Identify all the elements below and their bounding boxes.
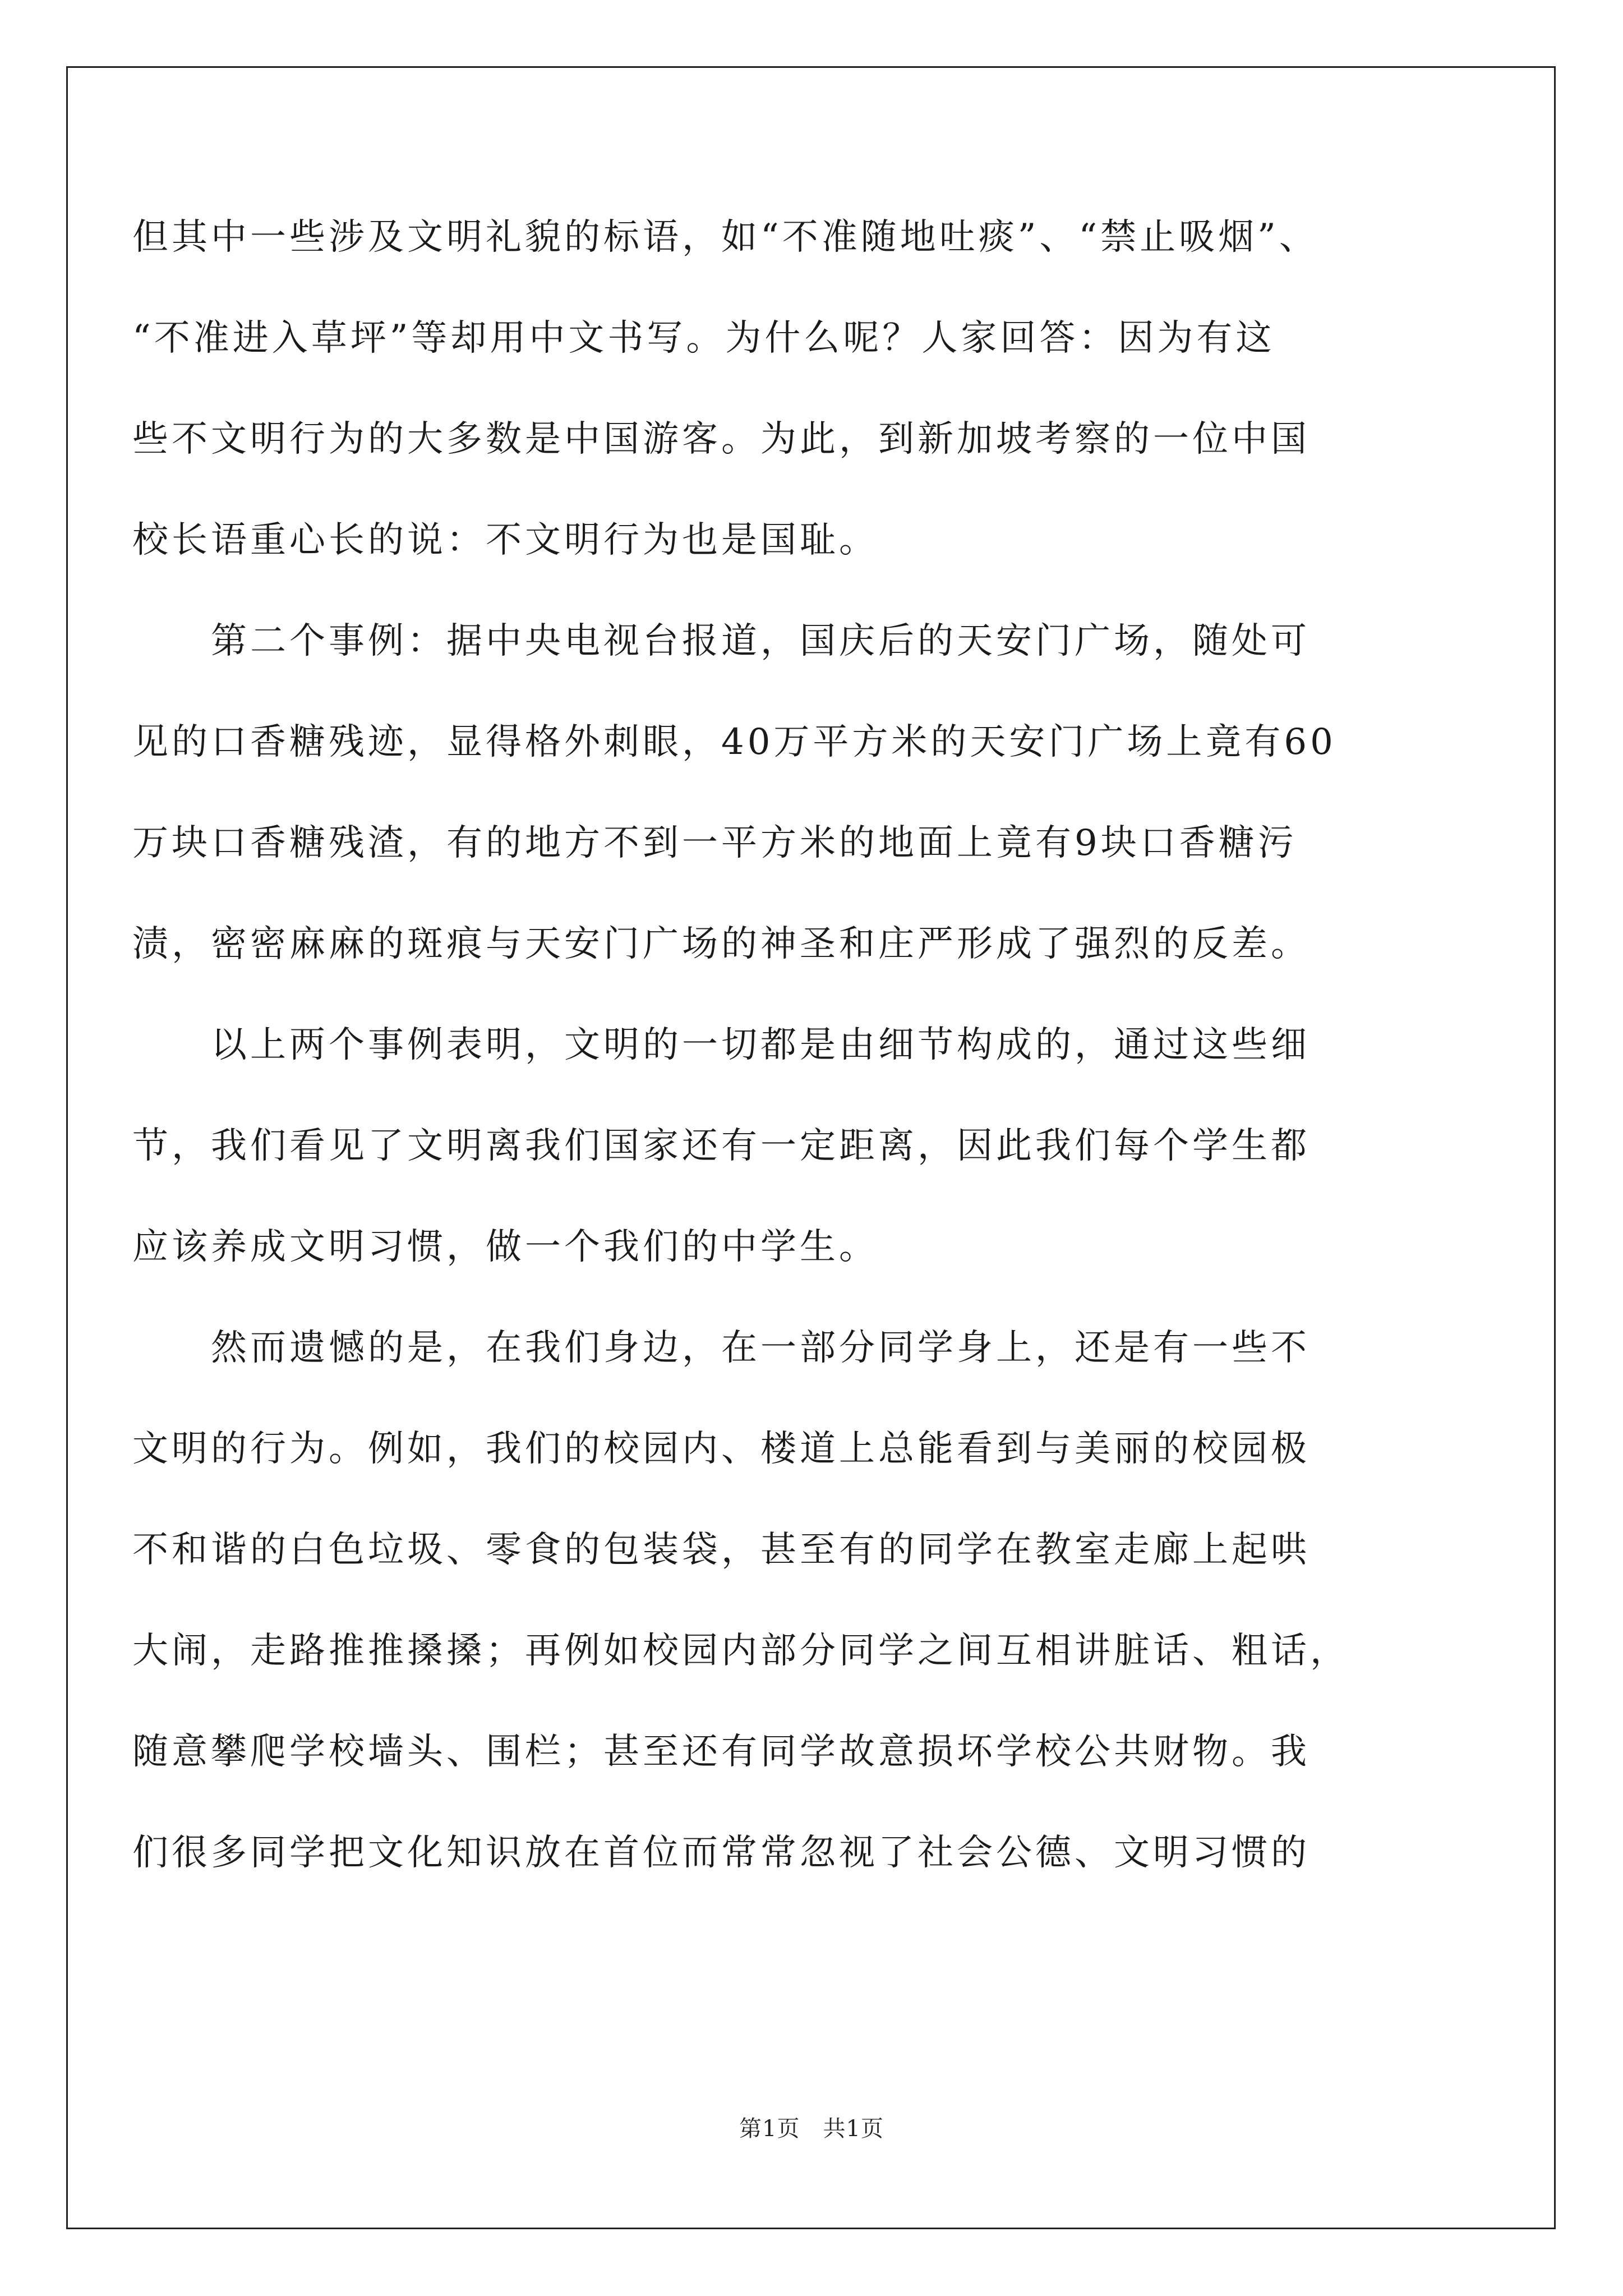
text-line: 然而遗憾的是，在我们身边，在一部分同学身上，还是有一些不: [132, 1327, 1310, 1369]
text-line: 校长语重心长的说：不文明行为也是国耻。: [132, 519, 878, 561]
text-line: 应该养成文明习惯，做一个我们的中学生。: [132, 1226, 878, 1268]
page-number-footer: 第1页 共1页: [739, 2116, 884, 2142]
text-line: 见的口香糖残迹，显得格外刺眼，40万平方米的天安门广场上竟有60: [132, 721, 1336, 763]
text-line: 但其中一些涉及文明礼貌的标语，如“不准随地吐痰”、“禁止吸烟”、: [132, 217, 1318, 258]
text-line: 不和谐的白色垃圾、零食的包装袋，甚至有的同学在教室走廊上起哄: [132, 1529, 1310, 1571]
text-line: 万块口香糖残渣，有的地方不到一平方米的地面上竟有9块口香糖污: [132, 822, 1297, 864]
text-line: 渍，密密麻麻的斑痕与天安门广场的神圣和庄严形成了强烈的反差。: [132, 923, 1310, 965]
text-line: “不准进入草坪”等却用中文书写。为什么呢？人家回答：因为有这: [132, 318, 1275, 359]
text-line: 随意攀爬学校墙头、围栏；甚至还有同学故意损坏学校公共财物。我: [132, 1731, 1310, 1773]
text-line: 们很多同学把文化知识放在首位而常常忽视了社会公德、文明习惯的: [132, 1832, 1310, 1874]
text-line: 节，我们看见了文明离我们国家还有一定距离，因此我们每个学生都: [132, 1125, 1310, 1167]
text-line: 以上两个事例表明，文明的一切都是由细节构成的，通过这些细: [132, 1024, 1310, 1066]
text-line: 第二个事例：据中央电视台报道，国庆后的天安门广场，随处可: [132, 620, 1310, 662]
text-line: 些不文明行为的大多数是中国游客。为此，到新加坡考察的一位中国: [132, 418, 1310, 460]
text-line: 大闹，走路推推搡搡；再例如校园内部分同学之间互相讲脏话、粗话，: [132, 1630, 1349, 1672]
text-line: 文明的行为。例如，我们的校园内、楼道上总能看到与美丽的校园极: [132, 1428, 1310, 1470]
